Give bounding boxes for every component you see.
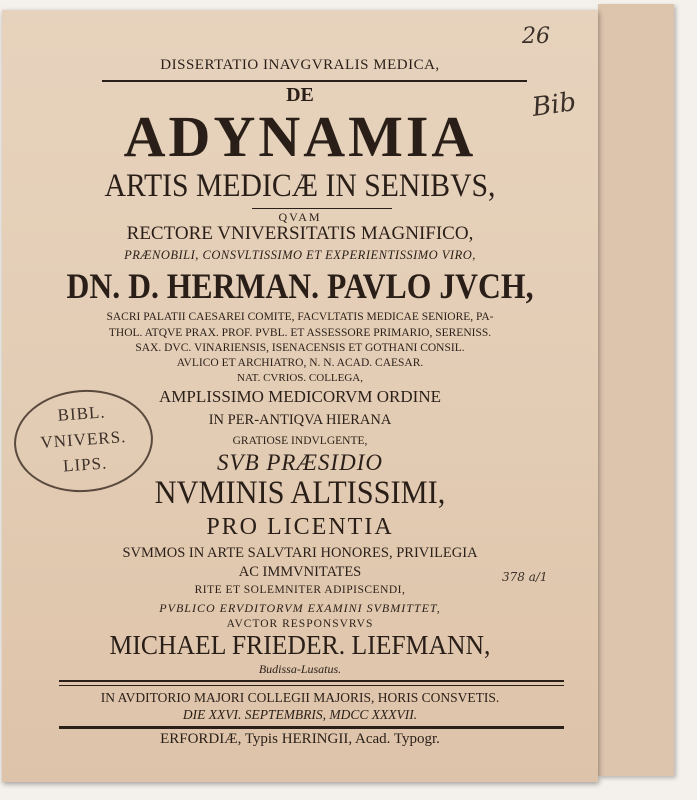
rule-quam [252, 208, 392, 209]
rule-bottom-1 [59, 680, 564, 682]
rule-top [102, 80, 527, 82]
honores-line: SVMMOS IN ARTE SALVTARI HONORES, PRIVILEGIA [122, 545, 478, 561]
imprint-line: ERFORDIÆ, Typis HERINGII, Acad. Typogr. [160, 731, 440, 747]
immunitates-line: AC IMMVNITATES [238, 564, 362, 580]
praenobili-line: PRÆNOBILI, CONSVLTISSIMO ET EXPERIENTISSIMO VIRO, [124, 248, 476, 262]
titles-line-4: AVLICO ET ARCHIATRO, N. N. ACAD. CAESAR. [176, 357, 424, 369]
back-page [598, 4, 674, 776]
rule-imprint [59, 726, 564, 729]
ordine-line: AMPLISSIMO MEDICORVM ORDINE [159, 387, 441, 406]
stamp-line-3: LIPS. [62, 453, 108, 476]
stamp-line-2: VNIVERS. [39, 427, 127, 452]
rule-bottom-2 [59, 685, 564, 686]
praeses-name: DN. D. HERMAN. PAVLO JVCH, [66, 266, 534, 306]
sub-praesidio: SVB PRÆSIDIO [217, 450, 383, 475]
rite-line: RITE ET SOLEMNITER ADIPISCENDI, [194, 584, 406, 596]
handwritten-shelfmark: 378 a/1 [502, 570, 548, 584]
stamp-line-1: BIBL. [56, 402, 107, 425]
examini-line: PVBLICO ERVDITORVM EXAMINI SVBMITTET, [159, 601, 441, 615]
titles-line-1: SACRI PALATII CAESAREI COMITE, FACVLTATIS MEDICAE SENIORE, PA- [106, 311, 494, 323]
rector-line: RECTORE VNIVERSITATIS MAGNIFICO, [126, 223, 474, 244]
author-origin: Budissa-Lusatus. [258, 662, 342, 676]
main-title: ADYNAMIA [123, 104, 477, 169]
auctor-line: AVCTOR RESPONSVRVS [226, 618, 374, 630]
handwritten-number: 26 [522, 24, 550, 49]
hierana-line: IN PER-ANTIQVA HIERANA [208, 412, 392, 428]
titles-line-5: NAT. CVRIOS. COLLEGA, [237, 372, 363, 384]
title-page [2, 10, 598, 782]
pro-licentia: PRO LICENTIA [206, 514, 394, 540]
indulgente-line: GRATIOSE INDVLGENTE, [232, 435, 368, 447]
dissertation-heading: DISSERTATIO INAVGVRALIS MEDICA, [160, 57, 440, 73]
quam-word: QVAM [278, 210, 322, 224]
date-line: DIE XXVI. SEPTEMBRIS, MDCC XXXVII. [182, 707, 418, 722]
numinis-line: NVMINIS ALTISSIMI, [154, 475, 446, 511]
auditorio-line: IN AVDITORIO MAJORI COLLEGII MAJORIS, HORIS CONSVETIS. [100, 690, 500, 705]
de-word: DE [286, 84, 314, 106]
titles-line-2: THOL. ATQVE PRAX. PROF. PVBL. ET ASSESSORE PRIMARIO, SERENISS. [108, 327, 492, 339]
subtitle: ARTIS MEDICÆ IN SENIBVS, [104, 168, 496, 204]
titles-line-3: SAX. DVC. VINARIENSIS, ISENACENSIS ET GOTHANI CONSIL. [135, 342, 465, 354]
handwritten-signature: Bib [530, 87, 578, 123]
author-name: MICHAEL FRIEDER. LIEFMANN, [109, 630, 491, 660]
